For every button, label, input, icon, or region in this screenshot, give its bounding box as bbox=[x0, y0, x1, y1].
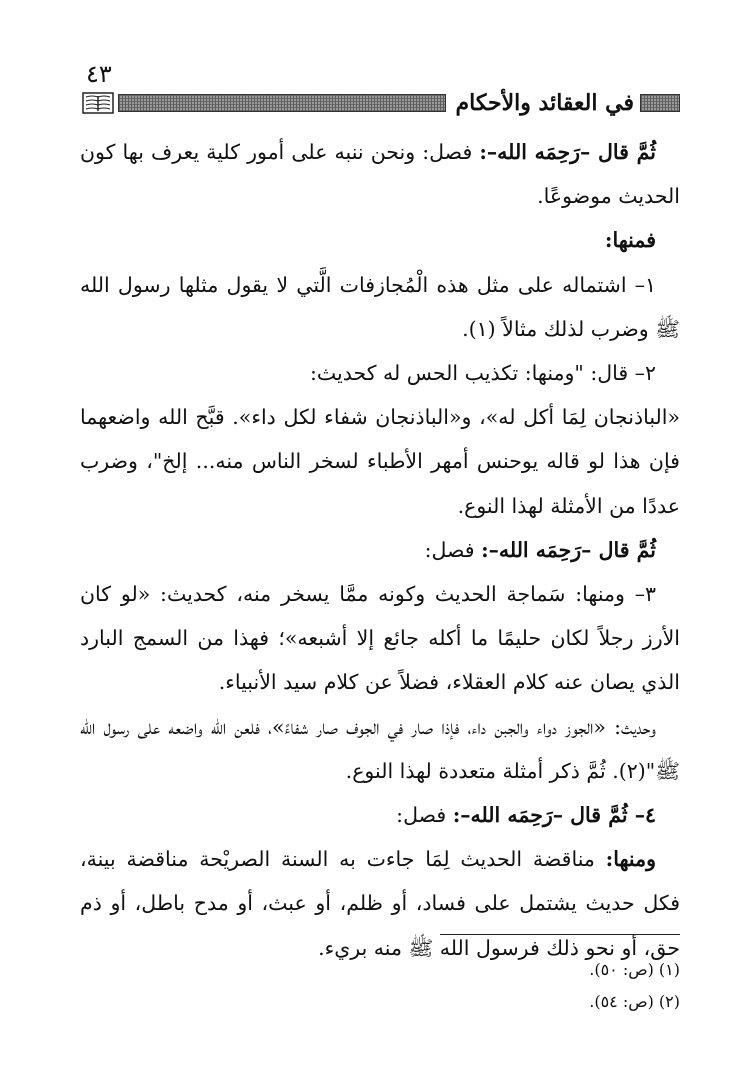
paragraph-body: وحديث: «الجوز دواء والجبن داء، فإذا صار في الجوف صار شفاءً»، فلعن الله واضعه على رسول الله ﷺ"(٢). ثُمَّ ذكر أمثلة متعددة لهذا النوع. bbox=[80, 714, 680, 783]
paragraph-body: فصل: ونحن ننبه على أمور كلية يعرف بها كون الحديث موضوعًا. bbox=[80, 140, 680, 209]
paragraph bbox=[80, 837, 680, 970]
paragraph bbox=[80, 130, 680, 218]
header-title: في العقائد والأحكام bbox=[455, 90, 634, 116]
body-text bbox=[80, 130, 680, 970]
paragraph-body: «الباذنجان لِمَا أكل له»، و«الباذنجان شفاء لكل داء». قبَّح الله واضعهما فإن هذا لو قاله يوحنس أمهر الأطباء لسخر الناس منه... إلخ"، وضرب عددًا من الأمثلة لهذا النوع. bbox=[80, 405, 680, 518]
paragraph bbox=[80, 263, 680, 351]
running-header bbox=[82, 88, 680, 118]
header-ornament-band bbox=[640, 94, 680, 112]
footnote-separator bbox=[440, 934, 680, 935]
open-book-icon bbox=[82, 92, 114, 114]
paragraph bbox=[80, 351, 680, 395]
paragraph bbox=[80, 218, 680, 262]
footnotes bbox=[400, 954, 680, 1018]
paragraph-lead: ثُمَّ قال –رَحِمَه الله–: bbox=[481, 537, 656, 562]
paragraph bbox=[80, 395, 680, 528]
paragraph bbox=[80, 793, 680, 837]
header-ornament-band-long bbox=[118, 94, 446, 112]
paragraph-lead: ثُمَّ قال –رَحِمَه الله–: bbox=[479, 140, 657, 164]
paragraph-body: ٢– قال: "ومنها: تكذيب الحس له كحديث: bbox=[310, 361, 656, 386]
paragraph bbox=[80, 705, 680, 793]
paragraph-lead: ٤– ثُمَّ قال –رَحِمَه الله–: bbox=[452, 803, 656, 828]
paragraph-body: فصل: bbox=[396, 803, 453, 828]
paragraph-body: مناقضة الحديث لِمَا جاءت به السنة الصريْحة مناقضة بينة، فكل حديث يشتمل على فساد، أو ظلم، أو عبث، أو مدح باطل، أو ذم حق، أو نحو ذلك فرسول الله ﷺ منه بريء. bbox=[80, 847, 680, 960]
paragraph-body: ١– اشتماله على مثل هذه الْمُجازفات الَّتي لا يقول مثلها رسول الله ﷺ وضرب لذلك مثالاً (١). bbox=[80, 272, 680, 341]
paragraph-lead: فمنها: bbox=[604, 228, 656, 253]
paragraph-body: فصل: bbox=[424, 537, 482, 562]
paragraph bbox=[80, 572, 680, 705]
paragraph-body: ٣– ومنها: سَماجة الحديث وكونه ممَّا يسخر منه، كحديث: «لو كان الأرز رجلاً لكان حليمًا ما أكله جائع إلا أشبعه»؛ فهذا من السمج البارد الذي يصان عنه كلام العقلاء، فضلاً عن كلام سيد الأنبياء. bbox=[80, 582, 680, 695]
paragraph-lead: ومنها: bbox=[605, 847, 656, 872]
footnote: (١) (ص: ٥٠). bbox=[589, 960, 680, 979]
paragraph bbox=[80, 528, 680, 572]
page-number: ٤٣ bbox=[86, 60, 112, 88]
footnote: (٢) (ص: ٥٤). bbox=[589, 992, 680, 1011]
